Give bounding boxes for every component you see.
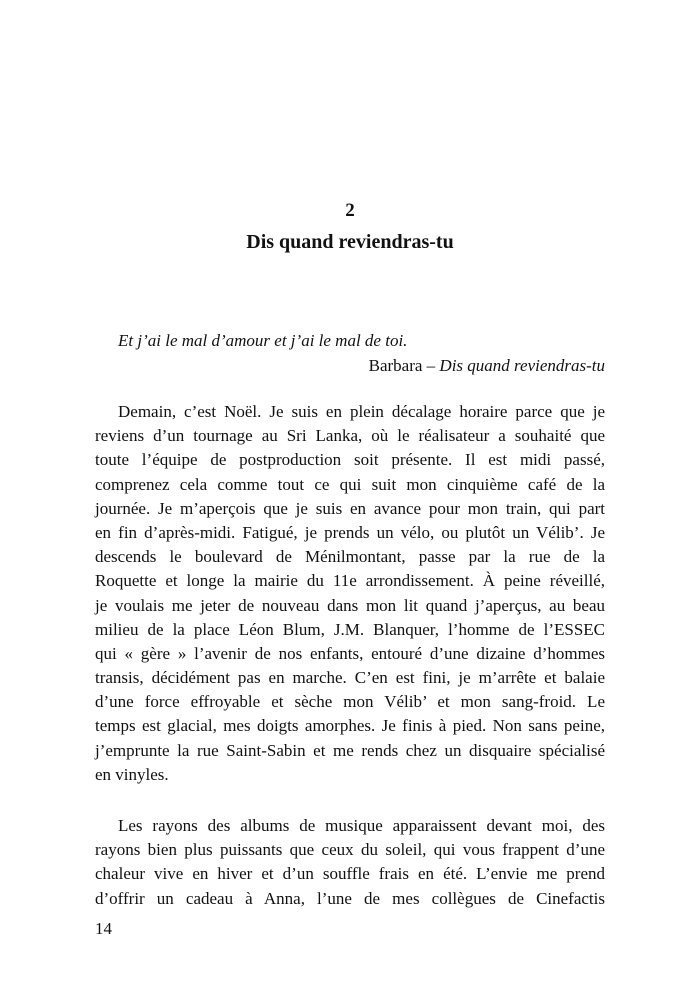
- text-line: qui « gère » l’avenir de nos enfants, entouré d’une dizaine d’hommes: [95, 643, 605, 663]
- text-line: temps est glacial, mes doigts amorphes. Je finis à pied. Non sans peine,: [95, 716, 605, 736]
- paragraph-1: [95, 400, 605, 787]
- epigraph-work: Dis quand reviendras-tu: [439, 356, 605, 375]
- text-line: Roquette et longe la mairie du 11e arrondissement. À peine réveillé,: [95, 571, 605, 591]
- text-line: comprenez cela comme tout ce qui suit mon cinquième café de la: [95, 474, 605, 494]
- text-line: d’offrir un cadeau à Anna, l’une de mes collègues de Cinefactis: [95, 888, 605, 908]
- epigraph-source: [369, 354, 605, 378]
- text-line: je voulais me jeter de nouveau dans mon lit quand j’aperçus, au beau: [95, 595, 605, 615]
- epigraph-author: Barbara: [368, 356, 423, 375]
- text-line: rayons bien plus puissants que ceux du soleil, qui vous frappent d’une: [95, 840, 605, 860]
- text-line: toute l’équipe de postproduction soit présente. Il est midi passé,: [95, 450, 605, 470]
- epigraph-separator: –: [422, 356, 440, 375]
- text-line: transis, décidément pas en marche. C’en est fini, je m’arrête et balaie: [95, 668, 605, 688]
- text-line: reviens d’un tournage au Sri Lanka, où le réalisateur a souhaité que: [95, 426, 605, 446]
- text-line: journée. Je m’aperçois que je suis en avance pour mon train, qui part: [95, 498, 605, 518]
- text-line: d’une force effroyable et sèche mon Vélib’ et mon sang-froid. Le: [95, 692, 605, 712]
- text-line: j’emprunte la rue Saint-Sabin et me rends chez un disquaire spécialisé: [95, 740, 605, 760]
- text-line: Les rayons des albums de musique apparaissent devant moi, des: [118, 816, 605, 835]
- text-line: descends le boulevard de Ménilmontant, passe par la rue de la: [95, 547, 605, 567]
- text-line: en vinyles.: [95, 764, 169, 784]
- text-line: milieu de la place Léon Blum, J.M. Blanquer, l’homme de l’ESSEC: [95, 619, 605, 639]
- chapter-number: 2: [345, 200, 355, 221]
- epigraph-quote: Et j’ai le mal d’amour et j’ai le mal de toi.: [118, 331, 408, 350]
- text-line: Demain, c’est Noël. Je suis en plein décalage horaire parce que je: [118, 402, 605, 421]
- page-number: 14: [95, 919, 112, 938]
- text-line: chaleur vive en hiver et d’un souffle frais en été. L’envie me prend: [95, 864, 605, 884]
- chapter-title: Dis quand reviendras-tu: [246, 231, 454, 253]
- paragraph-2: [95, 814, 605, 911]
- text-line: en fin d’après-midi. Fatigué, je prends un vélo, ou plutôt un Vélib’. Je: [95, 522, 605, 542]
